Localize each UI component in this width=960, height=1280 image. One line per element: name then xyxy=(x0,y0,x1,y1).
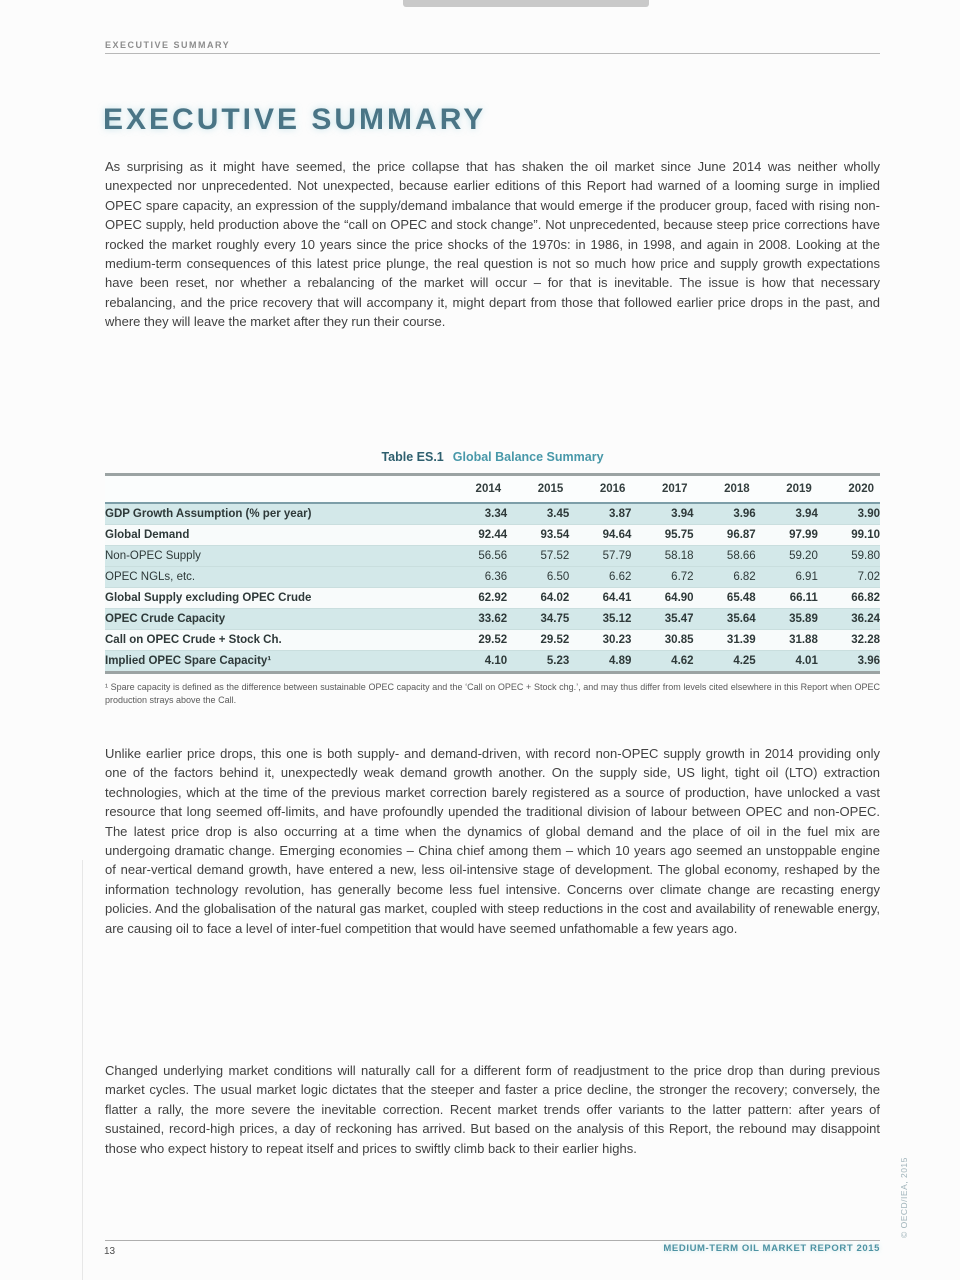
cell-value: 3.94 xyxy=(631,503,693,525)
header-corner-cell xyxy=(105,475,445,504)
cell-value: 59.20 xyxy=(756,546,818,567)
scan-top-bar xyxy=(403,0,649,7)
cell-value: 56.56 xyxy=(445,546,507,567)
cell-value: 31.39 xyxy=(694,630,756,651)
table-caption-label: Table ES.1 xyxy=(381,450,444,464)
cell-value: 4.10 xyxy=(445,651,507,673)
cell-value: 35.89 xyxy=(756,609,818,630)
cell-value: 3.34 xyxy=(445,503,507,525)
table-row xyxy=(105,525,880,546)
cell-value: 3.90 xyxy=(818,503,880,525)
row-label: OPEC NGLs, etc. xyxy=(105,567,445,588)
year-column-header: 2016 xyxy=(569,475,631,504)
row-label: Non-OPEC Supply xyxy=(105,546,445,567)
table-row xyxy=(105,630,880,651)
table-row xyxy=(105,546,880,567)
table-row xyxy=(105,567,880,588)
cell-value: 3.94 xyxy=(756,503,818,525)
page-edge-line xyxy=(82,860,83,1280)
cell-value: 7.02 xyxy=(818,567,880,588)
body-text: Changed underlying market conditions will naturally call for a different form of readjustment to the price drop than during previous market cycles. The usual market logic dictates that the steeper and faster a price decline, the stronger the recovery; conversely, the flatter a rally, the more severe the inevitable correction. Recent market trends offer variants to the latter pattern: after years of sustained, record-high prices, a day of reckoning has arrived. But based on the analysis of this Report, the rebound may disappoint those who expect history to repeat itself and prices to swiftly climb back to their earlier highs. xyxy=(105,1063,880,1156)
cell-value: 32.28 xyxy=(818,630,880,651)
cell-value: 30.85 xyxy=(631,630,693,651)
cell-value: 64.41 xyxy=(569,588,631,609)
cell-value: 4.01 xyxy=(756,651,818,673)
year-column-header: 2014 xyxy=(445,475,507,504)
cell-value: 94.64 xyxy=(569,525,631,546)
cell-value: 62.92 xyxy=(445,588,507,609)
footer-report-title: MEDIUM-TERM OIL MARKET REPORT 2015 xyxy=(663,1243,880,1254)
cell-value: 6.91 xyxy=(756,567,818,588)
table-caption xyxy=(105,450,880,464)
cell-value: 3.45 xyxy=(507,503,569,525)
row-label: Implied OPEC Spare Capacity¹ xyxy=(105,651,445,673)
global-balance-table xyxy=(105,473,880,674)
row-label: OPEC Crude Capacity xyxy=(105,609,445,630)
cell-value: 6.50 xyxy=(507,567,569,588)
cell-value: 30.23 xyxy=(569,630,631,651)
cell-value: 36.24 xyxy=(818,609,880,630)
cell-value: 66.11 xyxy=(756,588,818,609)
cell-value: 34.75 xyxy=(507,609,569,630)
cell-value: 4.62 xyxy=(631,651,693,673)
cell-value: 57.52 xyxy=(507,546,569,567)
year-column-header: 2020 xyxy=(818,475,880,504)
side-copyright: © OECD/IEA, 2015 xyxy=(899,1157,909,1238)
cell-value: 64.90 xyxy=(631,588,693,609)
cell-value: 99.10 xyxy=(818,525,880,546)
row-label: Global Demand xyxy=(105,525,445,546)
cell-value: 92.44 xyxy=(445,525,507,546)
table-row xyxy=(105,588,880,609)
running-header: EXECUTIVE SUMMARY xyxy=(105,40,880,54)
table-caption-title: Global Balance Summary xyxy=(452,450,604,464)
cell-value: 59.80 xyxy=(818,546,880,567)
cell-value: 58.66 xyxy=(694,546,756,567)
cell-value: 35.64 xyxy=(694,609,756,630)
row-label: Call on OPEC Crude + Stock Ch. xyxy=(105,630,445,651)
row-label: Global Supply excluding OPEC Crude xyxy=(105,588,445,609)
cell-value: 3.96 xyxy=(818,651,880,673)
cell-value: 3.96 xyxy=(694,503,756,525)
cell-value: 31.88 xyxy=(756,630,818,651)
table-row xyxy=(105,609,880,630)
cell-value: 6.82 xyxy=(694,567,756,588)
year-column-header: 2019 xyxy=(756,475,818,504)
cell-value: 66.82 xyxy=(818,588,880,609)
cell-value: 96.87 xyxy=(694,525,756,546)
cell-value: 5.23 xyxy=(507,651,569,673)
cell-value: 58.18 xyxy=(631,546,693,567)
cell-value: 4.89 xyxy=(569,651,631,673)
cell-value: 65.48 xyxy=(694,588,756,609)
paragraph-3 xyxy=(105,1061,880,1158)
cell-value: 93.54 xyxy=(507,525,569,546)
cell-value: 57.79 xyxy=(569,546,631,567)
cell-value: 35.12 xyxy=(569,609,631,630)
cell-value: 6.36 xyxy=(445,567,507,588)
cell-value: 29.52 xyxy=(507,630,569,651)
table-footnote: ¹ Spare capacity is defined as the difference between sustainable OPEC capacity and the ‘Call on OPEC + Stock chg.’, and may thus differ from levels cited elsewhere in this Report when OPEC production strays above the Call. xyxy=(105,682,880,705)
footer-rule xyxy=(105,1240,880,1241)
cell-value: 64.02 xyxy=(507,588,569,609)
cell-value: 95.75 xyxy=(631,525,693,546)
cell-value: 35.47 xyxy=(631,609,693,630)
paragraph-1 xyxy=(105,157,880,332)
page-number: 13 xyxy=(104,1246,116,1257)
body-text: Unlike earlier price drops, this one is both supply- and demand-driven, with record non-OPEC supply growth in 2014 providing only one of the factors behind it, unexpectedly weak demand growth another. On the supply side, US light, tight oil (LTO) extraction technologies, which at the time of the previous market correction barely registered as a source of production, have unlocked a vast resource that long seemed off-limits, and have profoundly upended the traditional division of labour between OPEC and non-OPEC. The latest price drop is also occurring at a time when the dynamics of global demand and the place of oil in the fuel mix are undergoing dramatic change. Emerging economies – China chief among them – which 10 years ago seemed an unstoppable engine of near-vertical demand growth, have entered a new, less oil-intensive stage of development. The global economy, reshaped by the information technology revolution, has generally become less fuel intensive. Concerns over climate change are recasting energy policies. And the globalisation of the natural gas market, coupled with steep reductions in the cost and availability of renewable energy, are causing oil to face a level of inter-fuel competition that would have seemed unfathomable a few years ago. xyxy=(105,746,880,936)
cell-value: 29.52 xyxy=(445,630,507,651)
cell-value: 97.99 xyxy=(756,525,818,546)
page-title: EXECUTIVE SUMMARY xyxy=(103,103,487,136)
cell-value: 6.62 xyxy=(569,567,631,588)
cell-value: 4.25 xyxy=(694,651,756,673)
year-column-header: 2017 xyxy=(631,475,693,504)
paragraph-2 xyxy=(105,744,880,938)
year-column-header: 2018 xyxy=(694,475,756,504)
cell-value: 33.62 xyxy=(445,609,507,630)
table-header-row xyxy=(105,475,880,504)
row-label: GDP Growth Assumption (% per year) xyxy=(105,503,445,525)
cell-value: 3.87 xyxy=(569,503,631,525)
year-column-header: 2015 xyxy=(507,475,569,504)
cell-value: 6.72 xyxy=(631,567,693,588)
table-row xyxy=(105,651,880,673)
table-body xyxy=(105,503,880,673)
body-text: As surprising as it might have seemed, the price collapse that has shaken the oil market since June 2014 was neither wholly unexpected nor unprecedented. Not unexpected, because earlier editions of this Report had warned of a looming surge in implied OPEC spare capacity, an expression of the supply/demand imbalance that would emerge if the producer group, faced with rising non-OPEC supply, held production above the “call on OPEC and stock change”. Not unprecedented, because steep price corrections have rocked the market roughly every 10 years since the price shocks of the 1970s: in 1986, in 1998, and again in 2008. Looking at the medium-term consequences of this latest price plunge, the real question is not so much how price and supply growth expectations have been reset, nor whether a rebalancing of the market will occur – for that is inevitable. The issue is how that necessary rebalancing, and the price recovery that will accompany it, might depart from those that followed earlier price drops in the past, and where they will leave the market after they run their course. xyxy=(105,159,880,330)
table-row xyxy=(105,503,880,525)
